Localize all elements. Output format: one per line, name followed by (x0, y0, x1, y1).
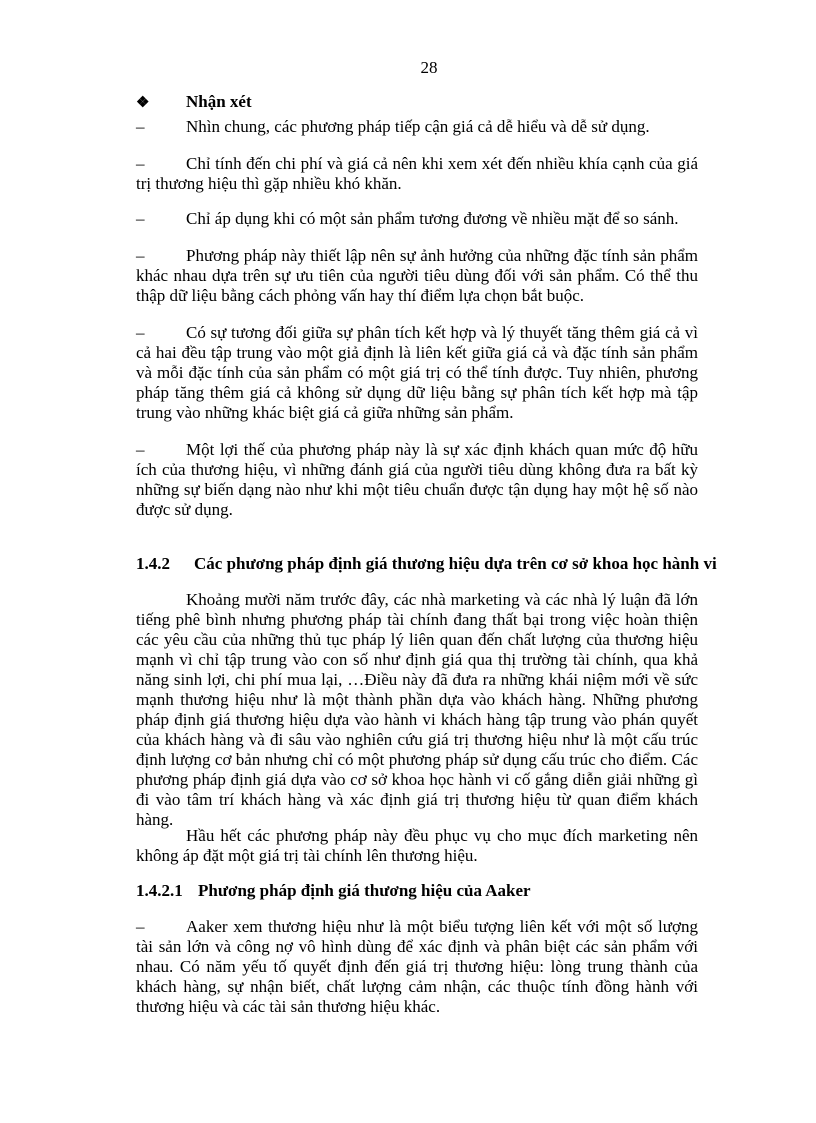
remark-item (136, 323, 698, 423)
aaker-text: Aaker xem thương hiệu như là một biểu tượng liên kết với một số lượng tài sản lớn và công nợ vô hình dùng để xác định và phân biệt các sản phẩm với nhau. Có năm yếu tố quyết định đến giá trị thương hiệu: lòng trung thành của khách hàng, sự nhận biết, chất lượng cảm nhận, các thuộc tính đồng hành với thương hiệu và các tài sản thương hiệu khác. (136, 917, 698, 1016)
subsection-title: Phương pháp định giá thương hiệu của Aaker (198, 881, 531, 900)
subsection-heading (136, 881, 531, 901)
dash-bullet: – (136, 209, 145, 228)
remark-item (136, 440, 698, 520)
dash-bullet: – (136, 917, 145, 936)
remark-text: Một lợi thế của phương pháp này là sự xác định khách quan mức độ hữu ích của thương hiệu, vì những đánh giá của người tiêu dùng không đưa ra bất kỳ những sự biến dạng nào như khi một tiêu chuẩn được tận dụng hay một hệ số nào được sử dụng. (136, 440, 698, 519)
remark-text: Nhìn chung, các phương pháp tiếp cận giá cả dễ hiểu và dễ sử dụng. (186, 117, 650, 136)
diamond-bullet-icon: ❖ (136, 95, 150, 111)
dash-bullet: – (136, 154, 145, 173)
body-paragraph: Hầu hết các phương pháp này đều phục vụ cho mục đích marketing nên không áp đặt một giá trị tài chính lên thương hiệu. (136, 826, 698, 865)
remark-item (136, 246, 698, 306)
section-title: Các phương pháp định giá thương hiệu dựa trên cơ sở khoa học hành vi (194, 554, 717, 573)
remark-item (136, 117, 698, 137)
remark-text: Phương pháp này thiết lập nên sự ảnh hưởng của những đặc tính sản phẩm khác nhau dựa trên sự ưu tiên của người tiêu dùng đối với sản phẩm. Có thể thu thập dữ liệu bằng cách phỏng vấn hay thí điểm lựa chọn bắt buộc. (136, 246, 698, 305)
page-number: 28 (420, 58, 438, 77)
body-paragraph (136, 917, 698, 1017)
dash-bullet: – (136, 440, 145, 459)
section-number: 1.4.2 (136, 554, 170, 573)
dash-bullet: – (136, 323, 145, 342)
remark-text: Chỉ tính đến chi phí và giá cả nên khi xem xét đến nhiều khía cạnh của giá trị thương hiệu thì gặp nhiều khó khăn. (136, 154, 698, 193)
dash-bullet: – (136, 246, 145, 265)
section-heading (136, 554, 717, 574)
remark-item (136, 209, 698, 229)
remark-heading (136, 92, 252, 113)
dash-bullet: – (136, 117, 145, 136)
remark-heading-text: Nhận xét (186, 92, 252, 111)
remark-text: Có sự tương đối giữa sự phân tích kết hợp và lý thuyết tăng thêm giá cả vì cả hai đều tập trung vào một giả định là liên kết giữa giá cả và đặc tính sản phẩm và mỗi đặc tính của sản phẩm có một giá trị có thể tính được. Tuy nhiên, phương pháp tăng thêm giá cả không sử dụng dữ liệu bằng sự phân tích kết hợp mà tập trung vào những khác biệt giá cả giữa những sản phẩm. (136, 323, 698, 422)
subsection-number: 1.4.2.1 (136, 881, 183, 900)
remark-text: Chỉ áp dụng khi có một sản phẩm tương đương về nhiều mặt để so sánh. (186, 209, 679, 228)
remark-item (136, 154, 698, 194)
body-paragraph: Khoảng mười năm trước đây, các nhà marketing và các nhà lý luận đã lớn tiếng phê bình nhưng phương pháp tài chính đang thất bại trong việc hoàn thiện các yêu cầu của những thủ tục pháp lý liên quan đến chất lượng của thương hiệu mạnh vì chỉ tập trung vào con số như định giá qua thị trường tài chính, qua khả năng sinh lợi, chi phí mua lại, …Điều này đã đưa ra những khái niệm mới về sức mạnh thương hiệu như là một thành phần dựa vào khách hàng. Những phương pháp định giá thương hiệu dựa vào hành vi khách hàng tập trung vào phán quyết của khách hàng và đi sâu vào nghiên cứu giá trị thương hiệu như là một cấu trúc định lượng cơ bản nhưng chỉ có một phương pháp sử dụng cấu trúc cho điểm. Các phương pháp định giá dựa vào cơ sở khoa học hành vi cố gắng diễn giải những gì đi vào tâm trí khách hàng và xác định giá trị thương hiệu từ quan điểm khách hàng. (136, 590, 698, 829)
